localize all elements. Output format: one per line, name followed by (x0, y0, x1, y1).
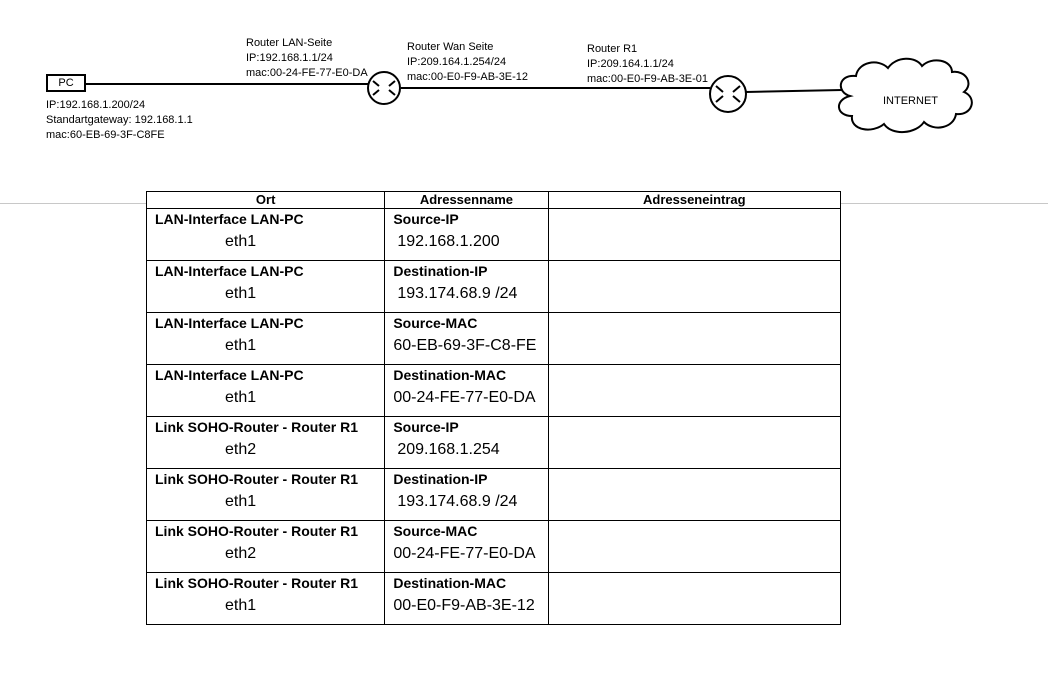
pc-label: PC (58, 77, 74, 89)
address-name-label: Destination-MAC (393, 367, 507, 383)
address-value: 00-24-FE-77-E0-DA (393, 389, 536, 406)
ort-label: LAN-Interface LAN-PC (155, 315, 304, 331)
address-name-cell (385, 261, 548, 313)
address-entry-cell[interactable] (548, 365, 840, 417)
table-row (147, 573, 841, 625)
router-r1-info (587, 42, 708, 87)
address-value: 209.168.1.254 (397, 441, 500, 458)
pc-mac: mac:60-EB-69-3F-C8FE (46, 129, 165, 141)
pc-ip: IP:192.168.1.200/24 (46, 99, 146, 111)
interface-label: eth1 (225, 389, 257, 406)
router-r1-title: Router R1 (587, 43, 638, 55)
table-row (147, 417, 841, 469)
interface-label: eth1 (225, 233, 257, 250)
ort-cell (147, 573, 385, 625)
interface-label: eth1 (225, 285, 257, 302)
ort-label: Link SOHO-Router - Router R1 (155, 575, 359, 591)
router-wan-title: Router Wan Seite (407, 41, 494, 53)
router-lan-ip: IP:192.168.1.1/24 (246, 52, 333, 64)
ort-label: Link SOHO-Router - Router R1 (155, 419, 359, 435)
router-lan-mac: mac:00-24-FE-77-E0-DA (246, 67, 368, 79)
ort-cell (147, 209, 385, 261)
address-value: 193.174.68.9 /24 (397, 493, 518, 510)
address-entry-cell[interactable] (548, 261, 840, 313)
address-entry-cell[interactable] (548, 313, 840, 365)
table-row (147, 209, 841, 261)
ort-cell (147, 521, 385, 573)
address-value: 00-E0-F9-AB-3E-12 (393, 597, 535, 614)
address-name-cell (385, 573, 548, 625)
table-row (147, 469, 841, 521)
interface-label: eth1 (225, 337, 257, 354)
divider-right (841, 203, 1048, 204)
address-name-label: Source-MAC (393, 523, 478, 539)
divider-left (0, 203, 146, 204)
ort-label: LAN-Interface LAN-PC (155, 211, 304, 227)
address-value: 00-24-FE-77-E0-DA (393, 545, 536, 562)
pc-icon (46, 74, 86, 92)
address-table (146, 191, 841, 625)
address-entry-cell[interactable] (548, 521, 840, 573)
router-wan-ip: IP:209.164.1.254/24 (407, 56, 507, 68)
router-lan-title: Router LAN-Seite (246, 37, 333, 49)
header-adressenname: Adressenname (385, 192, 548, 209)
address-value: 193.174.68.9 /24 (397, 285, 518, 302)
address-name-cell (385, 521, 548, 573)
address-name-cell (385, 417, 548, 469)
address-entry-cell[interactable] (548, 209, 840, 261)
link-r1-internet (746, 90, 842, 92)
header-ort: Ort (147, 192, 385, 209)
address-entry-cell[interactable] (548, 469, 840, 521)
router-r1-icon (710, 76, 746, 112)
pc-gateway: Standartgateway: 192.168.1.1 (46, 114, 193, 126)
interface-label: eth2 (225, 441, 257, 458)
ort-cell (147, 365, 385, 417)
interface-label: eth1 (225, 597, 257, 614)
address-entry-cell[interactable] (548, 417, 840, 469)
header-adresseneintrag: Adresseneintrag (548, 192, 840, 209)
ort-label: LAN-Interface LAN-PC (155, 367, 304, 383)
table-row (147, 365, 841, 417)
address-name-label: Destination-IP (393, 471, 488, 487)
table-header-row (147, 192, 841, 209)
ort-cell (147, 417, 385, 469)
router-wan-mac: mac:00-E0-F9-AB-3E-12 (407, 71, 529, 83)
address-name-cell (385, 209, 548, 261)
interface-label: eth2 (225, 545, 257, 562)
address-name-cell (385, 365, 548, 417)
address-name-label: Source-IP (393, 211, 459, 227)
soho-router-icon (368, 72, 400, 104)
address-entry-cell[interactable] (548, 573, 840, 625)
table-row (147, 313, 841, 365)
ort-label: Link SOHO-Router - Router R1 (155, 471, 359, 487)
ort-label: LAN-Interface LAN-PC (155, 263, 304, 279)
address-name-label: Source-IP (393, 419, 459, 435)
address-value: 192.168.1.200 (397, 233, 500, 250)
ort-cell (147, 313, 385, 365)
table-row (147, 521, 841, 573)
interface-label: eth1 (225, 493, 257, 510)
internet-label: INTERNET (883, 95, 938, 107)
address-name-label: Destination-IP (393, 263, 488, 279)
address-name-label: Destination-MAC (393, 575, 507, 591)
pc-info (46, 98, 193, 143)
ort-label: Link SOHO-Router - Router R1 (155, 523, 359, 539)
address-name-cell (385, 313, 548, 365)
ort-cell (147, 469, 385, 521)
address-name-label: Source-MAC (393, 315, 478, 331)
table-row (147, 261, 841, 313)
router-wan-info (407, 40, 528, 85)
router-lan-info (246, 36, 368, 81)
router-r1-mac: mac:00-E0-F9-AB-3E-01 (587, 73, 709, 85)
address-name-cell (385, 469, 548, 521)
ort-cell (147, 261, 385, 313)
router-r1-ip: IP:209.164.1.1/24 (587, 58, 674, 70)
address-value: 60-EB-69-3F-C8-FE (393, 337, 537, 354)
